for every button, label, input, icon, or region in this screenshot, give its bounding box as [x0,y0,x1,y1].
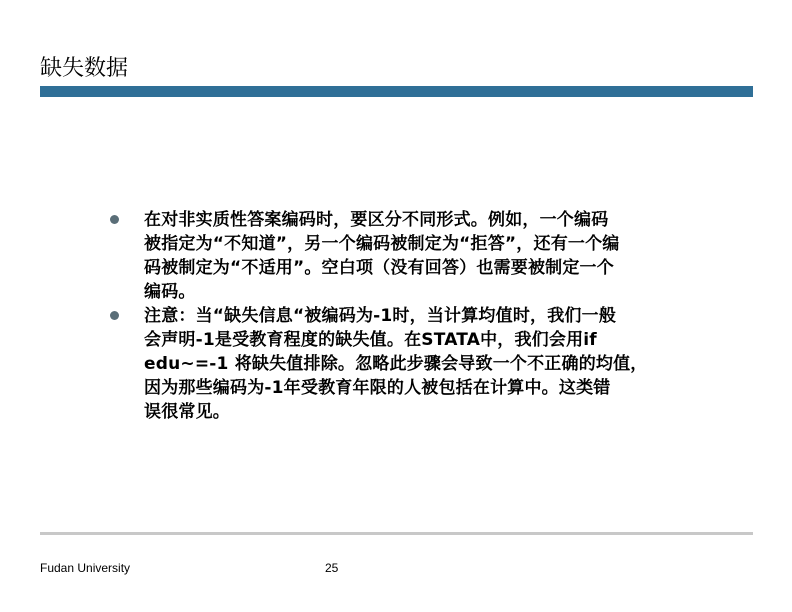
slide-title: 缺失数据 [40,56,129,81]
bullet-item-2 [104,304,704,424]
bullet-dot-icon [110,215,119,224]
bullet-text-1 [144,208,689,304]
bullet-2-line-2: 会声明-1是受教育程度的缺失值。在STATA中，我们会用if [144,330,597,350]
bullet-text-2 [144,304,689,424]
bullet-1-line-2: 被指定为“不知道”，另一个编码被制定为“拒答”，还有一个编 [144,234,620,254]
bullet-1-line-3: 码被制定为“不适用”。空白项（没有回答）也需要被制定一个 [144,258,614,278]
bullet-item-1 [104,208,704,304]
bullet-2-line-1: 注意：当“缺失信息“被编码为-1时，当计算均值时，我们一般 [144,306,617,326]
bullet-2-line-5: 误很常见。 [144,402,230,422]
bullet-1-line-4: 编码。 [144,282,196,302]
title-bar [40,86,753,97]
bullet-2-line-4: 因为那些编码为-1年受教育年限的人被包括在计算中。这类错 [144,378,611,398]
bullet-list [104,208,704,424]
page-number: 25 [325,561,339,575]
bullet-1-line-1: 在对非实质性答案编码时，要区分不同形式。例如，一个编码 [144,210,609,230]
bullet-dot-icon [110,311,119,320]
footer-institution: Fudan University [40,561,131,575]
footer-rule [40,532,753,535]
bullet-2-line-3: edu~=-1 将缺失值排除。忽略此步骤会导致一个不正确的均值， [144,354,648,374]
